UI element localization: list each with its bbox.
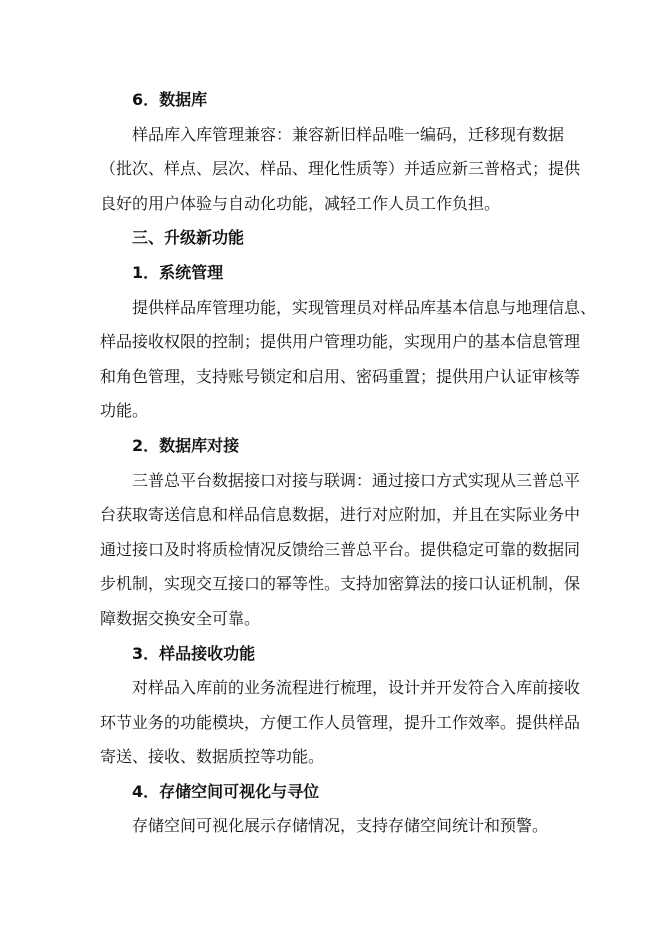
text-line: 三、升级新功能 [132, 228, 245, 248]
text-line: 样品接收权限的控制；提供用户管理功能，实现用户的基本信息管理 [100, 332, 581, 352]
text-line: 障数据交换安全可靠。 [100, 608, 261, 628]
section-heading [100, 256, 563, 291]
paragraph [100, 464, 581, 637]
text-line: 功能。 [100, 401, 149, 421]
text-line: 寄送、接收、数据质控等功能。 [100, 747, 325, 767]
text-line: 存储空间可视化展示存储情况，支持存储空间统计和预警。 [132, 816, 549, 836]
text-line: 通过接口及时将质检情况反馈给三普总平台。提供稳定可靠的数据同 [100, 539, 581, 559]
section-heading [100, 775, 563, 810]
text-line: 3．样品接收功能 [132, 643, 256, 663]
text-line: 6．数据库 [132, 90, 208, 109]
text-line: 良好的用户体验与自动化功能，减轻工作人员工作负担。 [100, 193, 501, 213]
section-heading [100, 429, 563, 464]
paragraph [100, 809, 563, 844]
paragraph [100, 671, 581, 775]
text-line: 步机制，实现交互接口的幂等性。支持加密算法的接口认证机制，保 [100, 574, 581, 594]
text-line: 台获取寄送信息和样品信息数据，进行对应附加，并且在实际业务中 [100, 505, 581, 525]
paragraph [100, 291, 597, 429]
text-line: 样品库入库管理兼容：兼容新旧样品唯一编码，迁移现有数据 [132, 124, 565, 144]
paragraph [100, 118, 581, 222]
text-line: 三普总平台数据接口对接与联调：通过接口方式实现从三普总平 [132, 470, 581, 490]
text-line: 和角色管理，支持账号锁定和启用、密码重置；提供用户认证审核等 [100, 366, 581, 386]
section-heading [100, 221, 563, 256]
text-line: 2．数据库对接 [132, 435, 240, 455]
text-line: 1．系统管理 [132, 262, 224, 282]
text-line: 对样品入库前的业务流程进行梳理，设计并开发符合入库前接收 [132, 678, 581, 698]
section-heading [100, 83, 563, 118]
text-line: 提供样品库管理功能，实现管理员对样品库基本信息与地理信息、 [132, 297, 597, 317]
text-line: 环节业务的功能模块，方便工作人员管理，提升工作效率。提供样品 [100, 712, 581, 732]
document-body [100, 83, 597, 844]
text-line: （批次、样点、层次、样品、理化性质等）并适应新三普格式；提供 [100, 159, 581, 179]
text-line: 4．存储空间可视化与寻位 [132, 781, 320, 801]
section-heading [100, 637, 563, 672]
